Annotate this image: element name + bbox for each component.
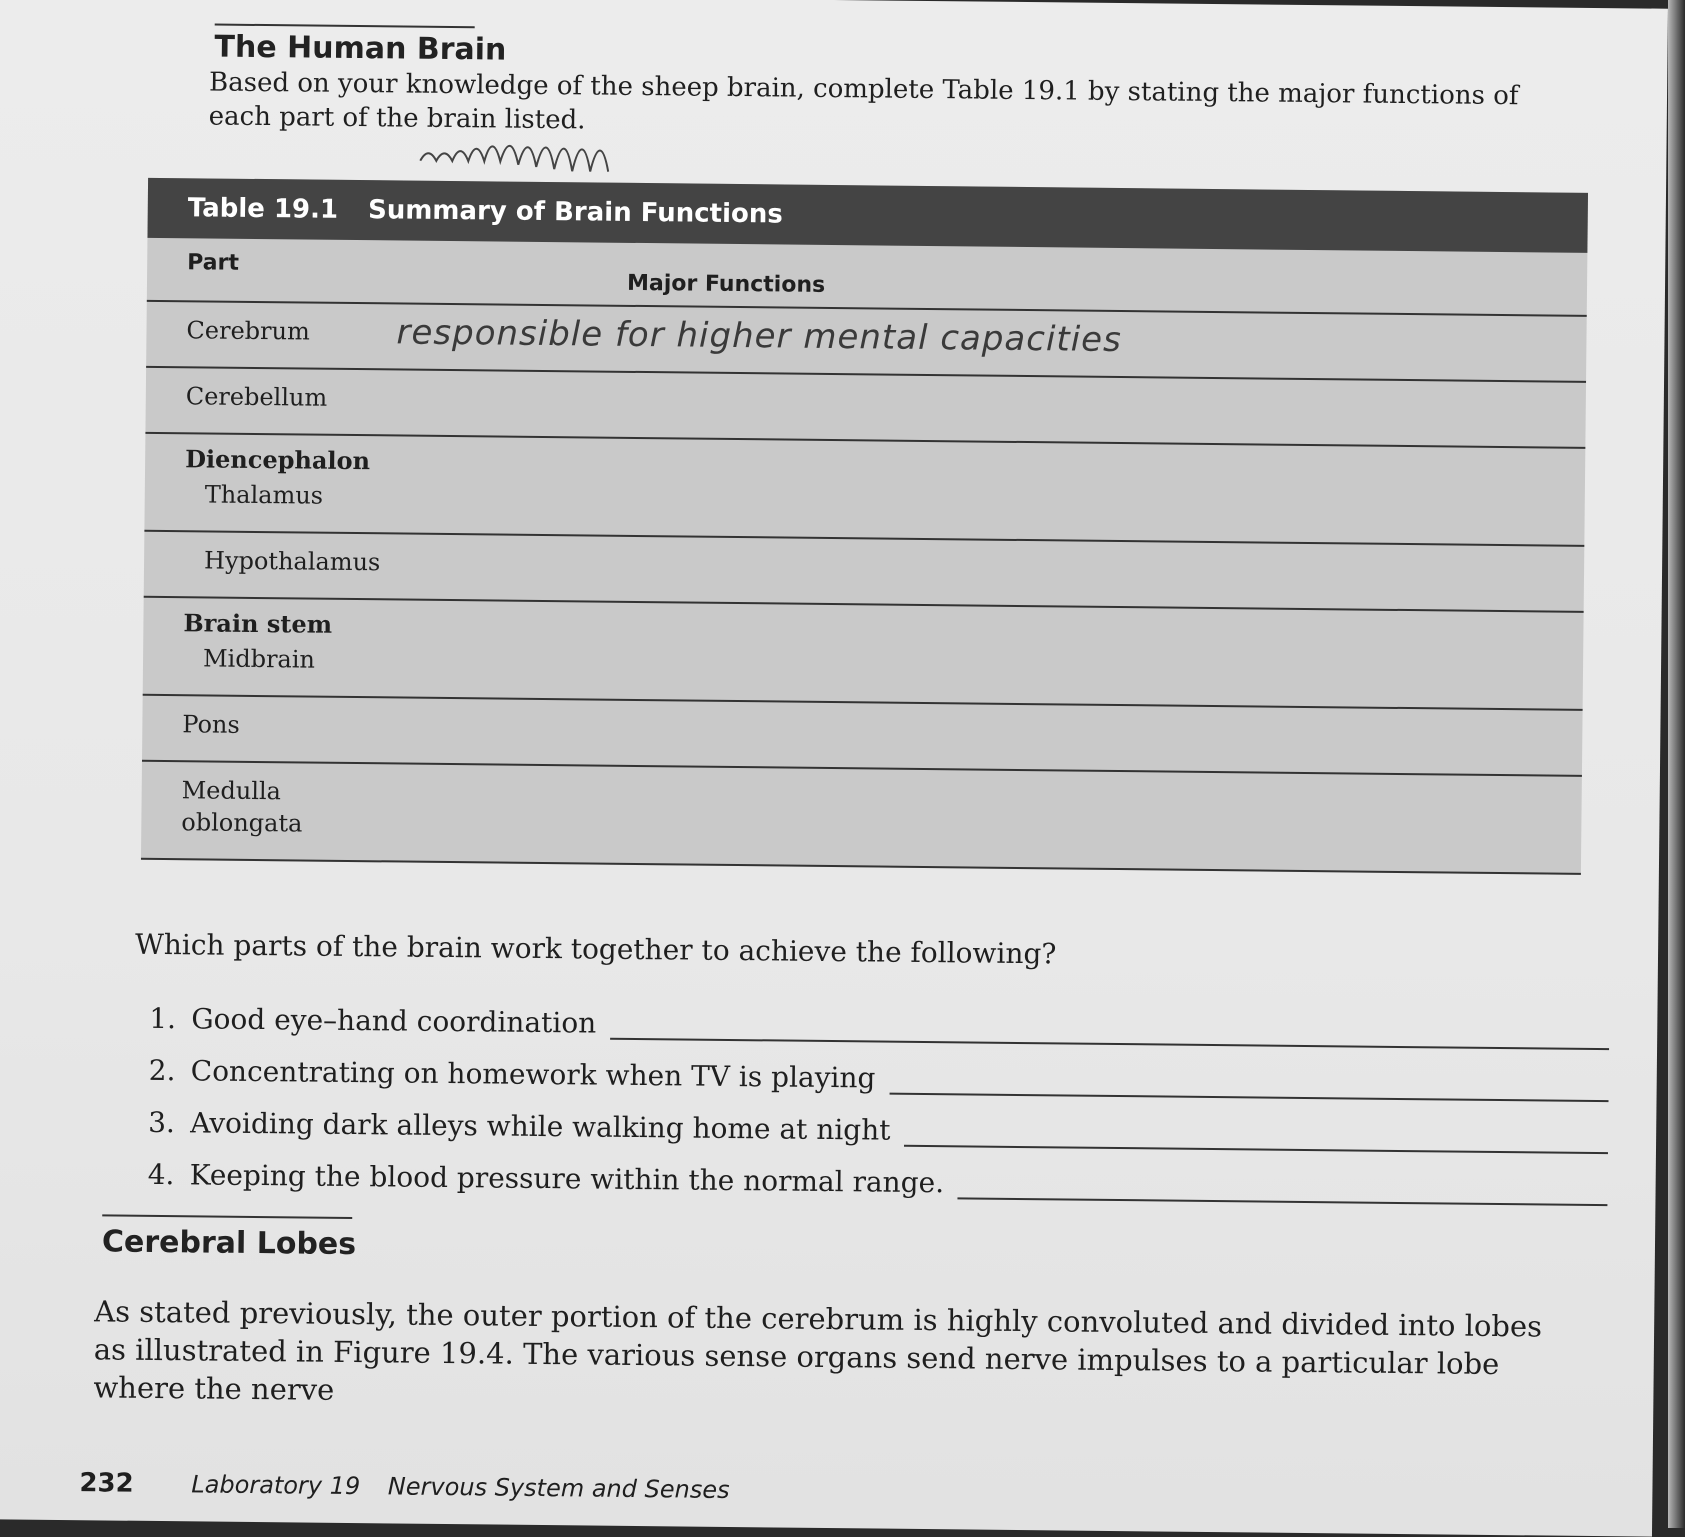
question-number: 1. bbox=[149, 1001, 177, 1036]
part-name: Cerebrum bbox=[186, 316, 310, 346]
page-footer bbox=[79, 1468, 729, 1505]
footer-title: Nervous System and Senses bbox=[387, 1472, 730, 1504]
section-title-human-brain: The Human Brain bbox=[214, 29, 507, 68]
table-row-midbrain bbox=[143, 598, 1584, 711]
section-rule bbox=[215, 24, 475, 29]
section-title-cerebral-lobes: Cerebral Lobes bbox=[101, 1224, 357, 1263]
question-text: Keeping the blood pressure within the normal range. bbox=[189, 1158, 945, 1200]
question-number: 2. bbox=[148, 1053, 176, 1088]
question-number: 4. bbox=[147, 1157, 175, 1192]
lobes-paragraph: As stated previously, the outer portion of the cerebrum is highly convoluted and divided into lobes as illustrated in Figure 19.4. The various sense organs send nerve impulses to a particular lobe where the nerve bbox=[93, 1294, 1543, 1407]
question-list bbox=[147, 983, 1609, 1206]
question-prompt: Which parts of the brain work together to achieve the following? bbox=[134, 927, 1057, 971]
column-part: Part bbox=[187, 250, 240, 276]
question-text: Concentrating on homework when TV is playing bbox=[190, 1054, 876, 1095]
table-row-thalamus bbox=[144, 434, 1585, 547]
page-edge-shadow bbox=[1668, 0, 1685, 1528]
footer-lab: Laboratory 19 bbox=[191, 1470, 361, 1501]
question-text: Avoiding dark alleys while walking home at night bbox=[190, 1106, 891, 1147]
section-rule bbox=[102, 1214, 352, 1219]
part-name: Medulla oblongata bbox=[181, 776, 303, 838]
part-name: Midbrain bbox=[202, 644, 316, 674]
handwritten-answer: responsible for higher mental capacities bbox=[396, 312, 1123, 361]
intro-paragraph: Based on your knowledge of the sheep brain, complete Table 19.1 by stating the major functions of each part of the brain listed. bbox=[208, 67, 1519, 136]
question-number: 3. bbox=[148, 1105, 176, 1140]
table-number: Table 19.1 bbox=[187, 193, 339, 225]
question-text: Good eye–hand coordination bbox=[191, 1002, 597, 1040]
part-name: Hypothalamus bbox=[203, 546, 381, 577]
pen-scribble bbox=[418, 126, 619, 178]
table-title: Summary of Brain Functions bbox=[367, 195, 783, 230]
group-name: Brain stem bbox=[183, 608, 333, 639]
answer-line[interactable] bbox=[958, 1167, 1608, 1206]
group-name: Diencephalon bbox=[185, 444, 371, 476]
part-name: Cerebellum bbox=[185, 382, 328, 412]
column-major-functions: Major Functions bbox=[626, 270, 826, 298]
page-number: 232 bbox=[79, 1468, 134, 1499]
brain-functions-table bbox=[141, 178, 1588, 875]
table-row-medulla bbox=[141, 762, 1582, 875]
part-name: Pons bbox=[182, 710, 240, 739]
part-name: Thalamus bbox=[204, 480, 324, 510]
